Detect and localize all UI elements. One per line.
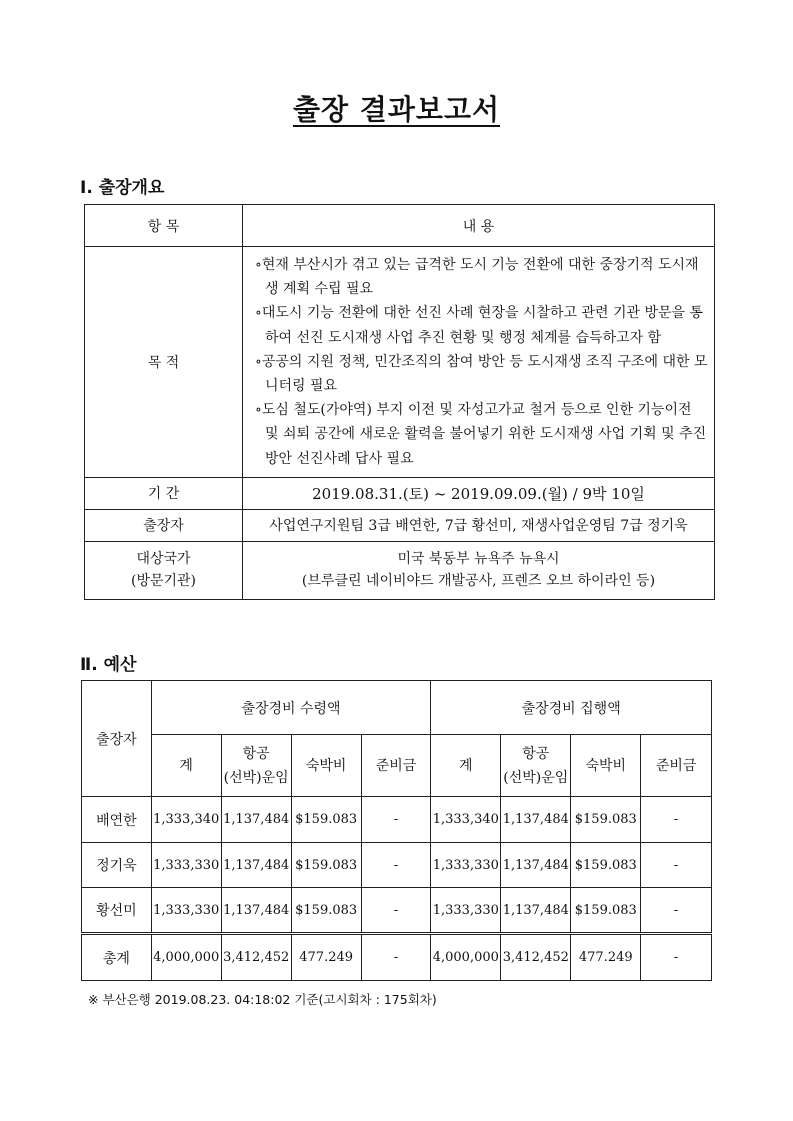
sub-lodging: 숙박비 (291, 735, 361, 797)
table-row (82, 888, 712, 934)
row-name: 정기욱 (82, 843, 152, 888)
cell: - (361, 797, 431, 843)
sub-air-line: 항공 (242, 745, 270, 762)
cell: $159.083 (571, 843, 641, 888)
target-value-line: (브루클린 네이비야드 개발공사, 프렌즈 오브 하이라인 등) (301, 573, 656, 590)
target-label-line: 대상국가 (136, 551, 191, 568)
cell: 477.249 (291, 934, 361, 981)
section-heading-overview: Ⅰ. 출장개요 (80, 178, 165, 198)
traveler-value: 사업연구지원팀 3급 배연한, 7급 황선미, 재생사업운영팀 7급 정기욱 (243, 509, 715, 541)
purpose-content (243, 247, 715, 478)
cell: 1,333,340 (431, 797, 501, 843)
target-value-line: 미국 북동부 뉴욕주 뉴욕시 (397, 551, 560, 568)
cell: 1,137,484 (501, 843, 571, 888)
cell: - (641, 934, 712, 981)
purpose-label: 목 적 (85, 247, 243, 478)
cell: $159.083 (571, 888, 641, 934)
sub-air-line: (선박)운임 (223, 769, 289, 786)
received-header: 출장경비 수령액 (151, 681, 431, 735)
header-content: 내 용 (243, 205, 715, 247)
cell: - (361, 888, 431, 934)
sub-lodging: 숙박비 (571, 735, 641, 797)
exchange-rate-note: ※ 부산은행 2019.08.23. 04:18:02 기준(고시회차 : 175회차) (88, 992, 437, 1007)
cell: 1,137,484 (501, 797, 571, 843)
cell: - (361, 934, 431, 981)
cell: 3,412,452 (501, 934, 571, 981)
cell: 4,000,000 (431, 934, 501, 981)
row-name: 황선미 (82, 888, 152, 934)
sub-air (501, 735, 571, 797)
sub-total: 계 (431, 735, 501, 797)
cell: $159.083 (291, 797, 361, 843)
cell: 1,137,484 (501, 888, 571, 934)
purpose-bullet: ∘현재 부산시가 겪고 있는 급격한 도시 기능 전환에 대한 중장기적 도시재생 계획 수립 필요 (255, 257, 699, 298)
cell: 4,000,000 (151, 934, 221, 981)
purpose-bullet: ∘공공의 지원 정책, 민간조직의 참여 방안 등 도시재생 조직 구조에 대한 모니터링 필요 (255, 353, 708, 395)
sub-air-line: (선박)운임 (503, 769, 569, 786)
section-heading-budget: Ⅱ. 예산 (80, 655, 137, 675)
total-name: 총계 (82, 934, 152, 981)
budget-table (81, 680, 712, 981)
total-row (82, 934, 712, 981)
cell: 1,137,484 (221, 797, 291, 843)
executed-header: 출장경비 집행액 (431, 681, 712, 735)
cell: 1,333,330 (431, 888, 501, 934)
target-label (85, 541, 243, 599)
period-value: 2019.08.31.(토) ~ 2019.09.09.(월) / 9박 10일 (243, 477, 715, 509)
row-name: 배연한 (82, 797, 152, 843)
cell: 1,137,484 (221, 888, 291, 934)
cell: $159.083 (291, 888, 361, 934)
cell: 1,333,340 (151, 797, 221, 843)
cell: $159.083 (571, 797, 641, 843)
document-title: 출장 결과보고서 (292, 93, 501, 126)
overview-table (84, 204, 715, 600)
target-label-line: (방문기관) (130, 573, 197, 590)
sub-total: 계 (151, 735, 221, 797)
cell: 3,412,452 (221, 934, 291, 981)
table-row (82, 797, 712, 843)
cell: - (641, 888, 712, 934)
cell: 1,333,330 (151, 843, 221, 888)
purpose-bullet: ∘대도시 기능 전환에 대한 선진 사례 현장을 시찰하고 관련 기관 방문을 통하여 선진 도시재생 사업 추진 현황 및 행정 체계를 습득하고자 함 (255, 305, 704, 346)
target-value (243, 541, 715, 599)
purpose-bullet: ∘도심 철도(가야역) 부지 이전 및 자성고가교 철거 등으로 인한 기능이전 및 쇠퇴 공간에 새로운 활력을 불어넣기 위한 도시재생 사업 기획 및 추진방안 선진사례 답사 필요 (255, 402, 707, 467)
cell: 477.249 (571, 934, 641, 981)
traveler-col-header: 출장자 (82, 681, 152, 797)
sub-air-line: 항공 (522, 745, 550, 762)
cell: - (641, 843, 712, 888)
traveler-label: 출장자 (85, 509, 243, 541)
cell: 1,137,484 (221, 843, 291, 888)
header-item: 항 목 (85, 205, 243, 247)
sub-prep: 준비금 (361, 735, 431, 797)
cell: $159.083 (291, 843, 361, 888)
period-label: 기 간 (85, 477, 243, 509)
cell: 1,333,330 (431, 843, 501, 888)
cell: - (361, 843, 431, 888)
table-row (82, 843, 712, 888)
sub-air (221, 735, 291, 797)
sub-prep: 준비금 (641, 735, 712, 797)
cell: 1,333,330 (151, 888, 221, 934)
cell: - (641, 797, 712, 843)
